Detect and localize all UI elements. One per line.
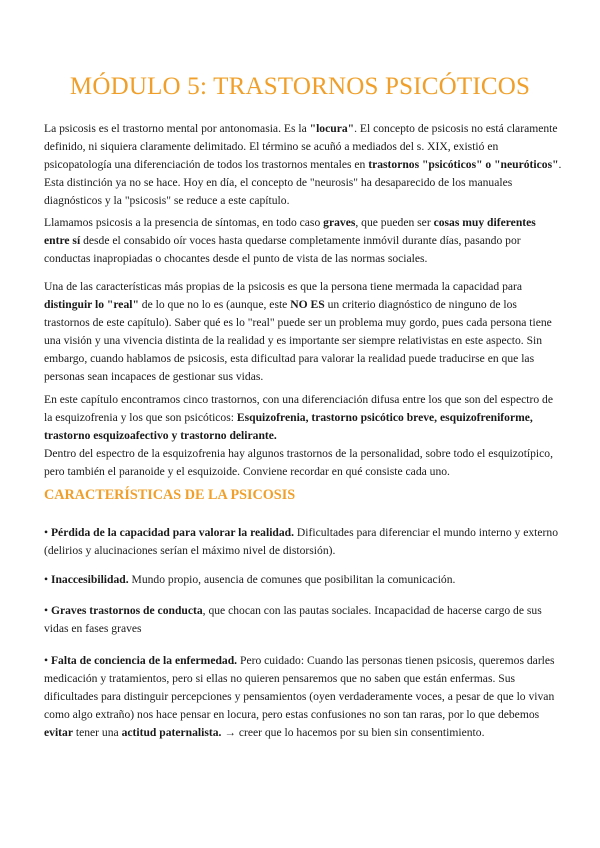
paragraph-psicosis-definicion [44, 120, 564, 210]
bold-text: cosas muy diferentes entre sí [44, 216, 536, 247]
list-item-conciencia-enfermedad [44, 652, 564, 742]
text: . El concepto de psicosis no está claramente definido, ni siquiera claramente delimitado. El término se acuñó a mediados del s. XIX, existió en psicopatología una diferenciación de todos los trastornos mentales en [44, 122, 558, 171]
text: , que pueden ser [355, 216, 434, 229]
page-title: MÓDULO 5: TRASTORNOS PSICÓTICOS [69, 73, 531, 100]
text: Una de las características más propias de la psicosis es que la persona tiene mermada la capacidad para [44, 280, 523, 293]
bullet: • [44, 654, 49, 667]
text: Pero cuidado: Cuando las personas tienen psicosis, queremos darles medicación y tratamientos, pero si ellas no quieren pensaremos que no saben que están enfermas. Sus dificultades para distinguir percepciones y pensamientos (oyen verdaderamente voces, a pesar de que lo vivan como algo extraño) nos hace pensar en locura, pero estas confusiones no son tan raras, por lo que debemos [44, 654, 555, 721]
paragraph-realidad [44, 278, 564, 386]
bold-text: trastornos "psicóticos" o "neuróticos" [368, 158, 559, 171]
paragraph-sintomas [44, 214, 564, 268]
list-item-perdida-realidad [44, 524, 564, 560]
bold-text: distinguir lo "real" [44, 298, 139, 311]
paragraph-trastornos [44, 391, 564, 481]
bold-text: Pérdida de la capacidad para valorar la realidad. [50, 526, 295, 539]
text: desde el consabido oír voces hasta quedarse completamente inmóvil durante días, pasando por conductas inapropiadas o chocantes desde el punto de vista de las normas sociales. [44, 234, 521, 265]
bold-text: evitar [44, 726, 73, 739]
bold-text: actitud paternalista. [121, 726, 222, 739]
bold-text: Graves trastornos de conducta [50, 604, 203, 617]
text: Llamamos psicosis a la presencia de síntomas, en todo caso [44, 216, 324, 229]
text: Mundo propio, ausencia de comunes que posibilitan la comunicación. [128, 573, 456, 586]
section-title: CARACTERÍSTICAS DE LA PSICOSIS [44, 487, 296, 503]
text: En este capítulo encontramos cinco trastornos, con una diferenciación difusa entre los que son del espectro de la esquizofrenia y los que son psicóticos: [44, 393, 553, 424]
text: , que chocan con las pautas sociales. Incapacidad de hacerse cargo de sus vidas en fases graves [44, 604, 542, 635]
list-item-inaccesibilidad [44, 571, 564, 589]
text: La psicosis es el trastorno mental por antonomasia. Es la [44, 122, 310, 135]
text: → creer que lo hacemos por su bien sin consentimiento. [221, 726, 485, 739]
bold-text: Falta de conciencia de la enfermedad. [50, 654, 238, 667]
bold-text: NO ES [290, 298, 325, 311]
bold-text: Esquizofrenia, trastorno psicótico breve, esquizofreniforme, trastorno esquizoafectivo y trastorno delirante. [44, 411, 533, 442]
list-item-trastornos-conducta [44, 602, 564, 638]
text: Dentro del espectro de la esquizofrenia hay algunos trastornos de la personalidad, sobre todo el esquizotípico, pero también el paranoide y el esquizoide. Conviene recordar en qué consiste cada uno. [44, 447, 553, 478]
text: de lo que no lo es (aunque, este [138, 298, 291, 311]
bullet: • [44, 573, 49, 586]
text: Dificultades para diferenciar el mundo interno y externo (delirios y alucinaciones serían el máximo nivel de distorsión). [44, 526, 558, 557]
bullet: • [44, 604, 49, 617]
text: un criterio diagnóstico de ninguno de los trastornos de este capítulo). Saber qué es lo "real" puede ser un problema muy gordo, pues cada persona tiene una visión y una vivencia distinta de la realidad y es importante ser siempre relativistas en este aspecto. Sin embargo, cuando hablamos de psicosis, esta dificultad para valorar la realidad puede traducirse en que las personas sean incapaces de gestionar sus vidas. [44, 298, 552, 383]
bold-text: graves [323, 216, 356, 229]
text: tener una [72, 726, 122, 739]
bold-text: Inaccesibilidad. [50, 573, 129, 586]
bold-text: "locura" [309, 122, 355, 135]
text: . Esta distinción ya no se hace. Hoy en día, el concepto de "neurosis" ha desaparecido de los manuales diagnósticos y la "psicosis" se reduce a este capítulo. [44, 158, 562, 207]
bullet: • [44, 526, 49, 539]
